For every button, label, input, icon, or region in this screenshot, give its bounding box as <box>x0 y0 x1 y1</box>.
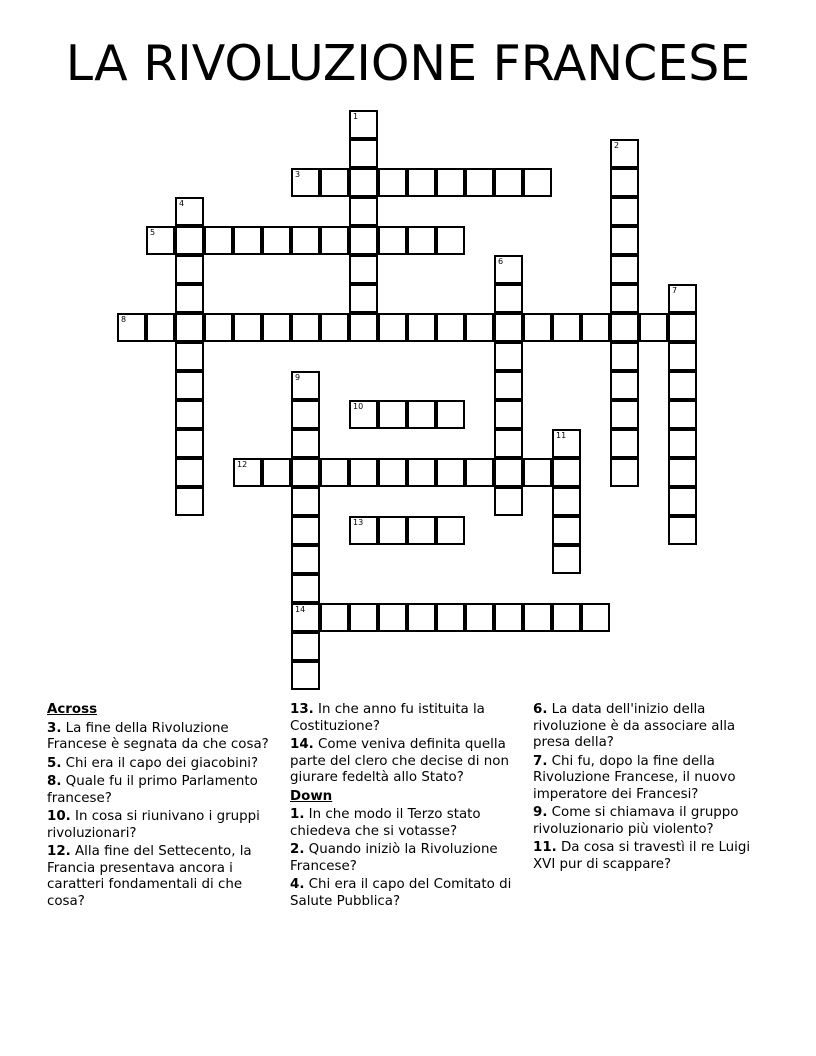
grid-cell[interactable] <box>320 168 349 197</box>
grid-cell[interactable] <box>291 226 320 255</box>
grid-cell[interactable] <box>610 139 639 168</box>
clue-text: Quando iniziò la Rivoluzione Francese? <box>290 842 498 874</box>
grid-cell[interactable] <box>175 284 204 313</box>
grid-cell[interactable] <box>407 603 436 632</box>
grid-cell[interactable] <box>610 429 639 458</box>
grid-cell[interactable] <box>291 487 320 516</box>
clue-number: 7. <box>533 753 548 769</box>
grid-cell[interactable] <box>610 342 639 371</box>
clue-text: In cosa si riunivano i gruppi rivoluzionari? <box>47 809 260 841</box>
grid-cell[interactable] <box>523 603 552 632</box>
grid-cell[interactable] <box>175 197 204 226</box>
grid-cell[interactable] <box>204 226 233 255</box>
grid-cell[interactable] <box>146 226 175 255</box>
grid-cell[interactable] <box>552 429 581 458</box>
clue-across-13[interactable] <box>290 702 515 735</box>
across-heading: Across <box>47 702 98 717</box>
grid-cell[interactable] <box>436 516 465 545</box>
grid-cell[interactable] <box>494 458 523 487</box>
clue-text: Chi fu, dopo la fine della Rivoluzione Francese, il nuovo imperatore dei Francesi? <box>533 753 736 802</box>
grid-cell[interactable] <box>349 168 378 197</box>
clue-number-label: 8 <box>121 315 127 324</box>
clue-number-label: 10 <box>353 402 364 411</box>
grid-cell[interactable] <box>494 487 523 516</box>
grid-cell[interactable] <box>494 255 523 284</box>
grid-cell[interactable] <box>349 458 378 487</box>
clue-number-label: 13 <box>353 518 364 527</box>
clue-number-label: 12 <box>237 460 248 469</box>
clue-column-2 <box>290 702 515 912</box>
grid-cell[interactable] <box>610 371 639 400</box>
grid-cell[interactable] <box>175 429 204 458</box>
grid-cell[interactable] <box>668 429 697 458</box>
grid-cell[interactable] <box>552 458 581 487</box>
clue-across-5[interactable] <box>47 756 277 773</box>
grid-cell[interactable] <box>436 458 465 487</box>
grid-cell[interactable] <box>668 458 697 487</box>
clue-down-7[interactable] <box>533 754 769 804</box>
grid-cell[interactable] <box>291 603 320 632</box>
grid-cell[interactable] <box>291 429 320 458</box>
grid-cell[interactable] <box>494 400 523 429</box>
grid-cell[interactable] <box>175 255 204 284</box>
grid-cell[interactable] <box>523 168 552 197</box>
grid-cell[interactable] <box>320 458 349 487</box>
grid-cell[interactable] <box>175 400 204 429</box>
clue-text: La data dell'inizio della rivoluzione è da associare alla presa della? <box>533 702 736 750</box>
grid-cell[interactable] <box>581 603 610 632</box>
grid-cell[interactable] <box>291 371 320 400</box>
clue-across-3[interactable] <box>47 721 277 754</box>
grid-cell[interactable] <box>523 313 552 342</box>
clue-number: 11. <box>533 840 557 855</box>
clue-number: 10. <box>47 809 71 824</box>
grid-cell[interactable] <box>523 458 552 487</box>
clue-number-label: 9 <box>295 373 301 382</box>
grid-cell[interactable] <box>465 168 494 197</box>
down-heading: Down <box>290 788 333 804</box>
clue-down-2[interactable] <box>290 842 515 875</box>
grid-cell[interactable] <box>552 545 581 574</box>
grid-cell[interactable] <box>378 516 407 545</box>
grid-cell[interactable] <box>494 429 523 458</box>
clue-text: Chi era il capo dei giacobini? <box>65 755 259 771</box>
clue-number: 9. <box>533 805 548 820</box>
clue-text: In che anno fu istituita la Costituzione? <box>290 702 485 734</box>
clue-number-label: 14 <box>295 605 306 614</box>
grid-cell[interactable] <box>494 284 523 313</box>
clue-number: 13. <box>290 702 314 717</box>
grid-cell[interactable] <box>610 226 639 255</box>
grid-cell[interactable] <box>407 313 436 342</box>
grid-cell[interactable] <box>610 458 639 487</box>
clue-down-11[interactable] <box>533 840 769 873</box>
grid-cell[interactable] <box>378 603 407 632</box>
grid-cell[interactable] <box>494 313 523 342</box>
grid-cell[interactable] <box>291 661 320 690</box>
grid-cell[interactable] <box>349 516 378 545</box>
clue-number: 12. <box>47 844 71 859</box>
grid-cell[interactable] <box>552 487 581 516</box>
grid-cell[interactable] <box>610 313 639 342</box>
grid-cell[interactable] <box>436 603 465 632</box>
grid-cell[interactable] <box>668 284 697 313</box>
grid-cell[interactable] <box>610 168 639 197</box>
grid-cell[interactable] <box>494 603 523 632</box>
grid-cell[interactable] <box>407 226 436 255</box>
clue-number-label: 11 <box>556 431 567 440</box>
clue-number-label: 7 <box>672 286 678 295</box>
grid-cell[interactable] <box>349 313 378 342</box>
grid-cell[interactable] <box>233 313 262 342</box>
clue-text: Come si chiamava il gruppo rivoluzionario più violento? <box>533 805 739 837</box>
grid-cell[interactable] <box>552 313 581 342</box>
grid-cell[interactable] <box>436 226 465 255</box>
clue-text: Da cosa si travestì il re Luigi XVI pur di scappare? <box>533 840 751 872</box>
grid-cell[interactable] <box>378 168 407 197</box>
grid-cell[interactable] <box>378 400 407 429</box>
grid-cell[interactable] <box>291 458 320 487</box>
clue-text: Come veniva definita quella parte del clero che decise di non giurare fedeltà allo Stato? <box>290 737 509 785</box>
grid-cell[interactable] <box>494 371 523 400</box>
clue-number: 4. <box>290 877 305 892</box>
grid-cell[interactable] <box>436 168 465 197</box>
grid-cell[interactable] <box>407 516 436 545</box>
grid-cell[interactable] <box>349 255 378 284</box>
clue-number-label: 2 <box>614 141 620 150</box>
grid-cell[interactable] <box>291 574 320 603</box>
grid-cell[interactable] <box>291 632 320 661</box>
grid-cell[interactable] <box>291 400 320 429</box>
grid-cell[interactable] <box>291 168 320 197</box>
grid-cell[interactable] <box>175 487 204 516</box>
clue-text: Alla fine del Settecento, la Francia presentava ancora i caratteri fondamentali di che cosa? <box>47 844 252 909</box>
grid-cell[interactable] <box>465 603 494 632</box>
grid-cell[interactable] <box>581 313 610 342</box>
clue-down-9[interactable] <box>533 805 769 838</box>
clue-text: Quale fu il primo Parlamento francese? <box>47 774 258 806</box>
page-title: LA RIVOLUZIONE FRANCESE <box>65 35 751 92</box>
grid-cell[interactable] <box>175 342 204 371</box>
grid-cell[interactable] <box>291 313 320 342</box>
grid-cell[interactable] <box>291 516 320 545</box>
grid-cell[interactable] <box>610 197 639 226</box>
grid-cell[interactable] <box>320 313 349 342</box>
clue-text: La fine della Rivoluzione Francese è segnata da che cosa? <box>47 720 269 752</box>
grid-cell[interactable] <box>668 371 697 400</box>
clue-across-10[interactable] <box>47 809 277 842</box>
clue-down-4[interactable] <box>290 877 515 910</box>
grid-cell[interactable] <box>349 284 378 313</box>
clue-number-label: 1 <box>353 112 359 121</box>
grid-cell[interactable] <box>320 603 349 632</box>
grid-cell[interactable] <box>349 197 378 226</box>
grid-cell[interactable] <box>349 139 378 168</box>
clue-number: 8. <box>47 774 62 789</box>
grid-cell[interactable] <box>407 400 436 429</box>
clue-text: Chi era il capo del Comitato di Salute Pubblica? <box>290 877 512 909</box>
grid-cell[interactable] <box>262 458 291 487</box>
grid-cell[interactable] <box>436 400 465 429</box>
grid-cell[interactable] <box>349 110 378 139</box>
grid-cell[interactable] <box>233 226 262 255</box>
clue-number: 5. <box>47 755 62 771</box>
grid-cell[interactable] <box>668 342 697 371</box>
grid-cell[interactable] <box>204 313 233 342</box>
clue-number: 2. <box>290 842 305 857</box>
clue-number-label: 3 <box>295 170 301 179</box>
grid-cell[interactable] <box>610 284 639 313</box>
grid-cell[interactable] <box>552 603 581 632</box>
grid-cell[interactable] <box>378 226 407 255</box>
grid-cell[interactable] <box>262 313 291 342</box>
grid-cell[interactable] <box>175 226 204 255</box>
clue-number: 6. <box>533 702 548 717</box>
grid-cell[interactable] <box>175 313 204 342</box>
grid-cell[interactable] <box>610 255 639 284</box>
grid-cell[interactable] <box>465 313 494 342</box>
clue-number: 1. <box>290 807 305 822</box>
grid-cell[interactable] <box>668 313 697 342</box>
grid-cell[interactable] <box>494 342 523 371</box>
grid-cell[interactable] <box>117 313 146 342</box>
clue-across-14[interactable] <box>290 737 515 787</box>
grid-cell[interactable] <box>233 458 262 487</box>
clue-number: 3. <box>47 720 62 736</box>
grid-cell[interactable] <box>436 313 465 342</box>
grid-cell[interactable] <box>668 487 697 516</box>
clue-number: 14. <box>290 737 314 752</box>
grid-cell[interactable] <box>639 313 668 342</box>
grid-cell[interactable] <box>494 168 523 197</box>
clue-text: In che modo il Terzo stato chiedeva che si votasse? <box>290 807 481 839</box>
grid-cell[interactable] <box>349 603 378 632</box>
grid-cell[interactable] <box>378 313 407 342</box>
grid-cell[interactable] <box>407 168 436 197</box>
clue-number-label: 4 <box>179 199 185 208</box>
grid-cell[interactable] <box>262 226 291 255</box>
clue-down-6[interactable] <box>533 702 769 752</box>
grid-cell[interactable] <box>146 313 175 342</box>
grid-cell[interactable] <box>407 458 436 487</box>
grid-cell[interactable] <box>320 226 349 255</box>
clue-number-label: 6 <box>498 257 504 266</box>
grid-cell[interactable] <box>349 226 378 255</box>
grid-cell[interactable] <box>668 400 697 429</box>
grid-cell[interactable] <box>378 458 407 487</box>
clue-across-12[interactable] <box>47 844 277 910</box>
clue-number-label: 5 <box>150 228 156 237</box>
grid-cell[interactable] <box>291 545 320 574</box>
grid-cell[interactable] <box>175 458 204 487</box>
grid-cell[interactable] <box>668 516 697 545</box>
grid-cell[interactable] <box>610 400 639 429</box>
grid-cell[interactable] <box>552 516 581 545</box>
clue-across-8[interactable] <box>47 774 277 807</box>
clue-column-1 <box>47 702 277 912</box>
grid-cell[interactable] <box>349 400 378 429</box>
clue-column-3 <box>533 702 769 875</box>
grid-cell[interactable] <box>175 371 204 400</box>
clue-down-1[interactable] <box>290 807 515 840</box>
grid-cell[interactable] <box>465 458 494 487</box>
